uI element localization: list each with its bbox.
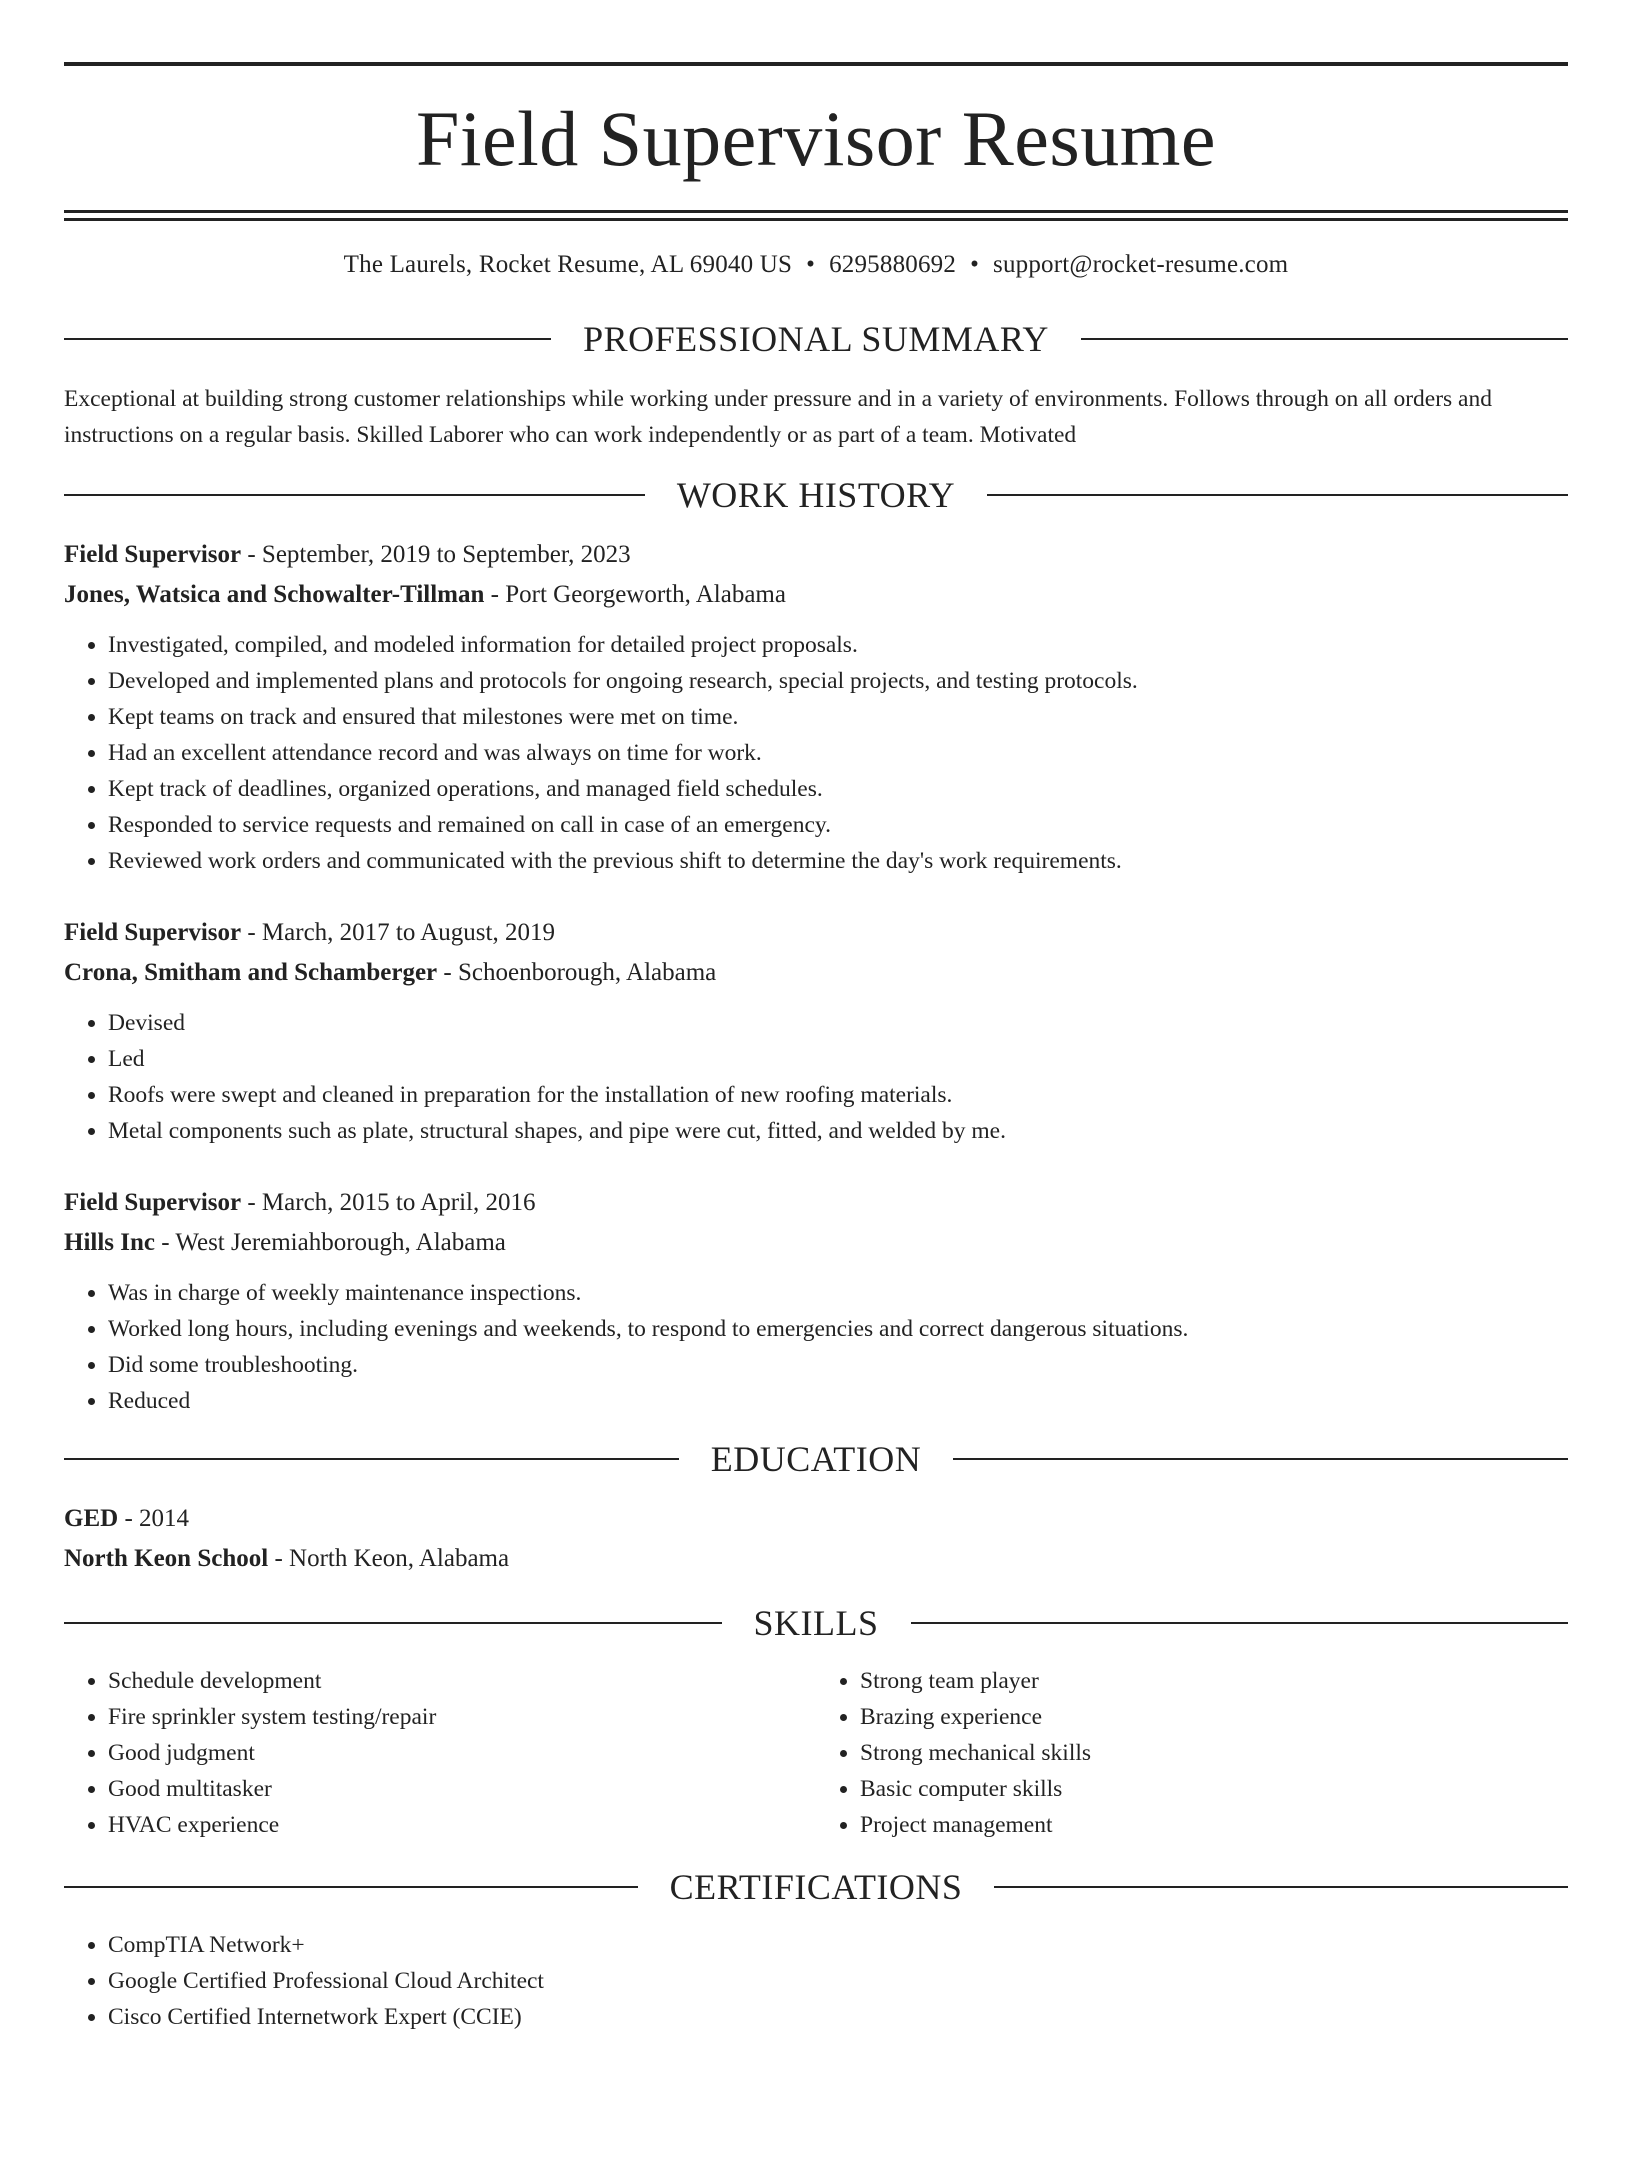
skills-list-right xyxy=(816,1663,1568,1843)
education-entry xyxy=(64,1499,1568,1579)
list-item: • Developed and implemented plans and protocols for ongoing research, special projects, and testing protocols. xyxy=(108,663,1568,699)
job-company-line xyxy=(64,575,1568,615)
title-double-rule xyxy=(64,210,1568,221)
job-title-line xyxy=(64,535,1568,575)
job-title: Field Supervisor xyxy=(64,1189,242,1216)
list-item: • Reduced xyxy=(108,1383,1568,1419)
education-school-line xyxy=(64,1539,1568,1579)
list-item: • Roofs were swept and cleaned in preparation for the installation of new roofing materials. xyxy=(108,1077,1568,1113)
skill-item: • Good judgment xyxy=(108,1735,816,1771)
skill-item: • Brazing experience xyxy=(860,1699,1568,1735)
job-duties-list xyxy=(64,1005,1568,1149)
skill-item: • Strong mechanical skills xyxy=(860,1735,1568,1771)
section-title-education: EDUCATION xyxy=(710,1439,922,1479)
job-location: - West Jeremiahborough, Alabama xyxy=(155,1229,506,1256)
skill-item: • Strong team player xyxy=(860,1663,1568,1699)
education-degree: GED xyxy=(64,1505,119,1532)
job-entry xyxy=(64,913,1568,1149)
contact-address: The Laurels, Rocket Resume, AL 69040 US xyxy=(343,251,793,278)
job-entry xyxy=(64,535,1568,879)
list-item: • Responded to service requests and remained on call in case of an emergency. xyxy=(108,807,1568,843)
education-year: - 2014 xyxy=(118,1505,190,1532)
list-item: • Had an excellent attendance record and was always on time for work. xyxy=(108,735,1568,771)
skills-list-left xyxy=(64,1663,816,1843)
job-dates: - September, 2019 to September, 2023 xyxy=(241,541,631,568)
contact-email: support@rocket-resume.com xyxy=(993,251,1289,278)
summary-text: Exceptional at building strong customer relationships while working under pressure and in a variety of environments. Follows through on all orders and instructions on a regular basis. Skilled Laborer who can work independently or as part of a team. Motivated xyxy=(64,386,1492,448)
section-header-certifications xyxy=(64,1869,1568,1905)
job-title: Field Supervisor xyxy=(64,919,242,946)
job-company: Jones, Watsica and Schowalter-Tillman xyxy=(64,581,485,608)
skill-item: • Fire sprinkler system testing/repair xyxy=(108,1699,816,1735)
resume-page xyxy=(0,62,1632,2174)
skill-item: • Project management xyxy=(860,1807,1568,1843)
section-rule xyxy=(987,494,1568,496)
skill-item: • Good multitasker xyxy=(108,1771,816,1807)
job-company: Crona, Smitham and Schamberger xyxy=(64,959,438,986)
section-rule xyxy=(64,1458,679,1460)
section-title-certifications: CERTIFICATIONS xyxy=(669,1867,963,1907)
contact-phone: 6295880692 xyxy=(829,251,957,278)
education-school: North Keon School xyxy=(64,1545,269,1572)
job-dates: - March, 2015 to April, 2016 xyxy=(241,1189,536,1216)
list-item: • Investigated, compiled, and modeled information for detailed project proposals. xyxy=(108,627,1568,663)
section-rule xyxy=(64,1622,722,1624)
education-location: - North Keon, Alabama xyxy=(268,1545,510,1572)
certification-item: • CompTIA Network+ xyxy=(108,1927,1568,1963)
job-location: - Port Georgeworth, Alabama xyxy=(484,581,786,608)
section-rule xyxy=(911,1622,1569,1624)
section-title-summary: PROFESSIONAL SUMMARY xyxy=(583,319,1049,359)
section-rule xyxy=(994,1886,1568,1888)
list-item: • Kept teams on track and ensured that milestones were met on time. xyxy=(108,699,1568,735)
page-title: Field Supervisor Resume xyxy=(415,95,1217,182)
job-company: Hills Inc xyxy=(64,1229,155,1256)
section-rule xyxy=(64,338,551,340)
section-header-skills xyxy=(64,1605,1568,1641)
job-duties-list xyxy=(64,1275,1568,1419)
job-duties-list xyxy=(64,627,1568,879)
section-title-skills: SKILLS xyxy=(753,1603,879,1643)
list-item: • Worked long hours, including evenings and weekends, to respond to emergencies and correct dangerous situations. xyxy=(108,1311,1568,1347)
certifications-list xyxy=(64,1927,1568,2035)
job-title-line xyxy=(64,913,1568,953)
job-title: Field Supervisor xyxy=(64,541,242,568)
job-dates: - March, 2017 to August, 2019 xyxy=(241,919,555,946)
contact-separator: • xyxy=(970,251,980,278)
section-rule xyxy=(64,494,645,496)
list-item: • Did some troubleshooting. xyxy=(108,1347,1568,1383)
list-item: • Kept track of deadlines, organized operations, and managed field schedules. xyxy=(108,771,1568,807)
job-company-line xyxy=(64,953,1568,993)
skill-item: • HVAC experience xyxy=(108,1807,816,1843)
section-rule xyxy=(953,1458,1568,1460)
job-title-line xyxy=(64,1183,1568,1223)
list-item: • Led xyxy=(108,1041,1568,1077)
section-rule xyxy=(1081,338,1568,340)
skills-grid xyxy=(64,1663,1568,1843)
education-degree-line xyxy=(64,1499,1568,1539)
list-item: • Metal components such as plate, structural shapes, and pipe were cut, fitted, and welded by me. xyxy=(108,1113,1568,1149)
job-entry xyxy=(64,1183,1568,1419)
job-company-line xyxy=(64,1223,1568,1263)
top-rule xyxy=(64,62,1568,66)
section-header-summary xyxy=(64,321,1568,357)
list-item: • Devised xyxy=(108,1005,1568,1041)
certification-item: • Cisco Certified Internetwork Expert (CCIE) xyxy=(108,1999,1568,2035)
skill-item: • Schedule development xyxy=(108,1663,816,1699)
certification-item: • Google Certified Professional Cloud Architect xyxy=(108,1963,1568,1999)
section-rule xyxy=(64,1886,638,1888)
skill-item: • Basic computer skills xyxy=(860,1771,1568,1807)
contact-separator: • xyxy=(806,251,816,278)
section-header-education xyxy=(64,1441,1568,1477)
list-item: • Was in charge of weekly maintenance inspections. xyxy=(108,1275,1568,1311)
section-header-work-history xyxy=(64,477,1568,513)
section-title-work-history: WORK HISTORY xyxy=(676,475,956,515)
job-location: - Schoenborough, Alabama xyxy=(437,959,717,986)
list-item: • Reviewed work orders and communicated with the previous shift to determine the day's work requirements. xyxy=(108,843,1568,879)
contact-line xyxy=(64,251,1568,279)
